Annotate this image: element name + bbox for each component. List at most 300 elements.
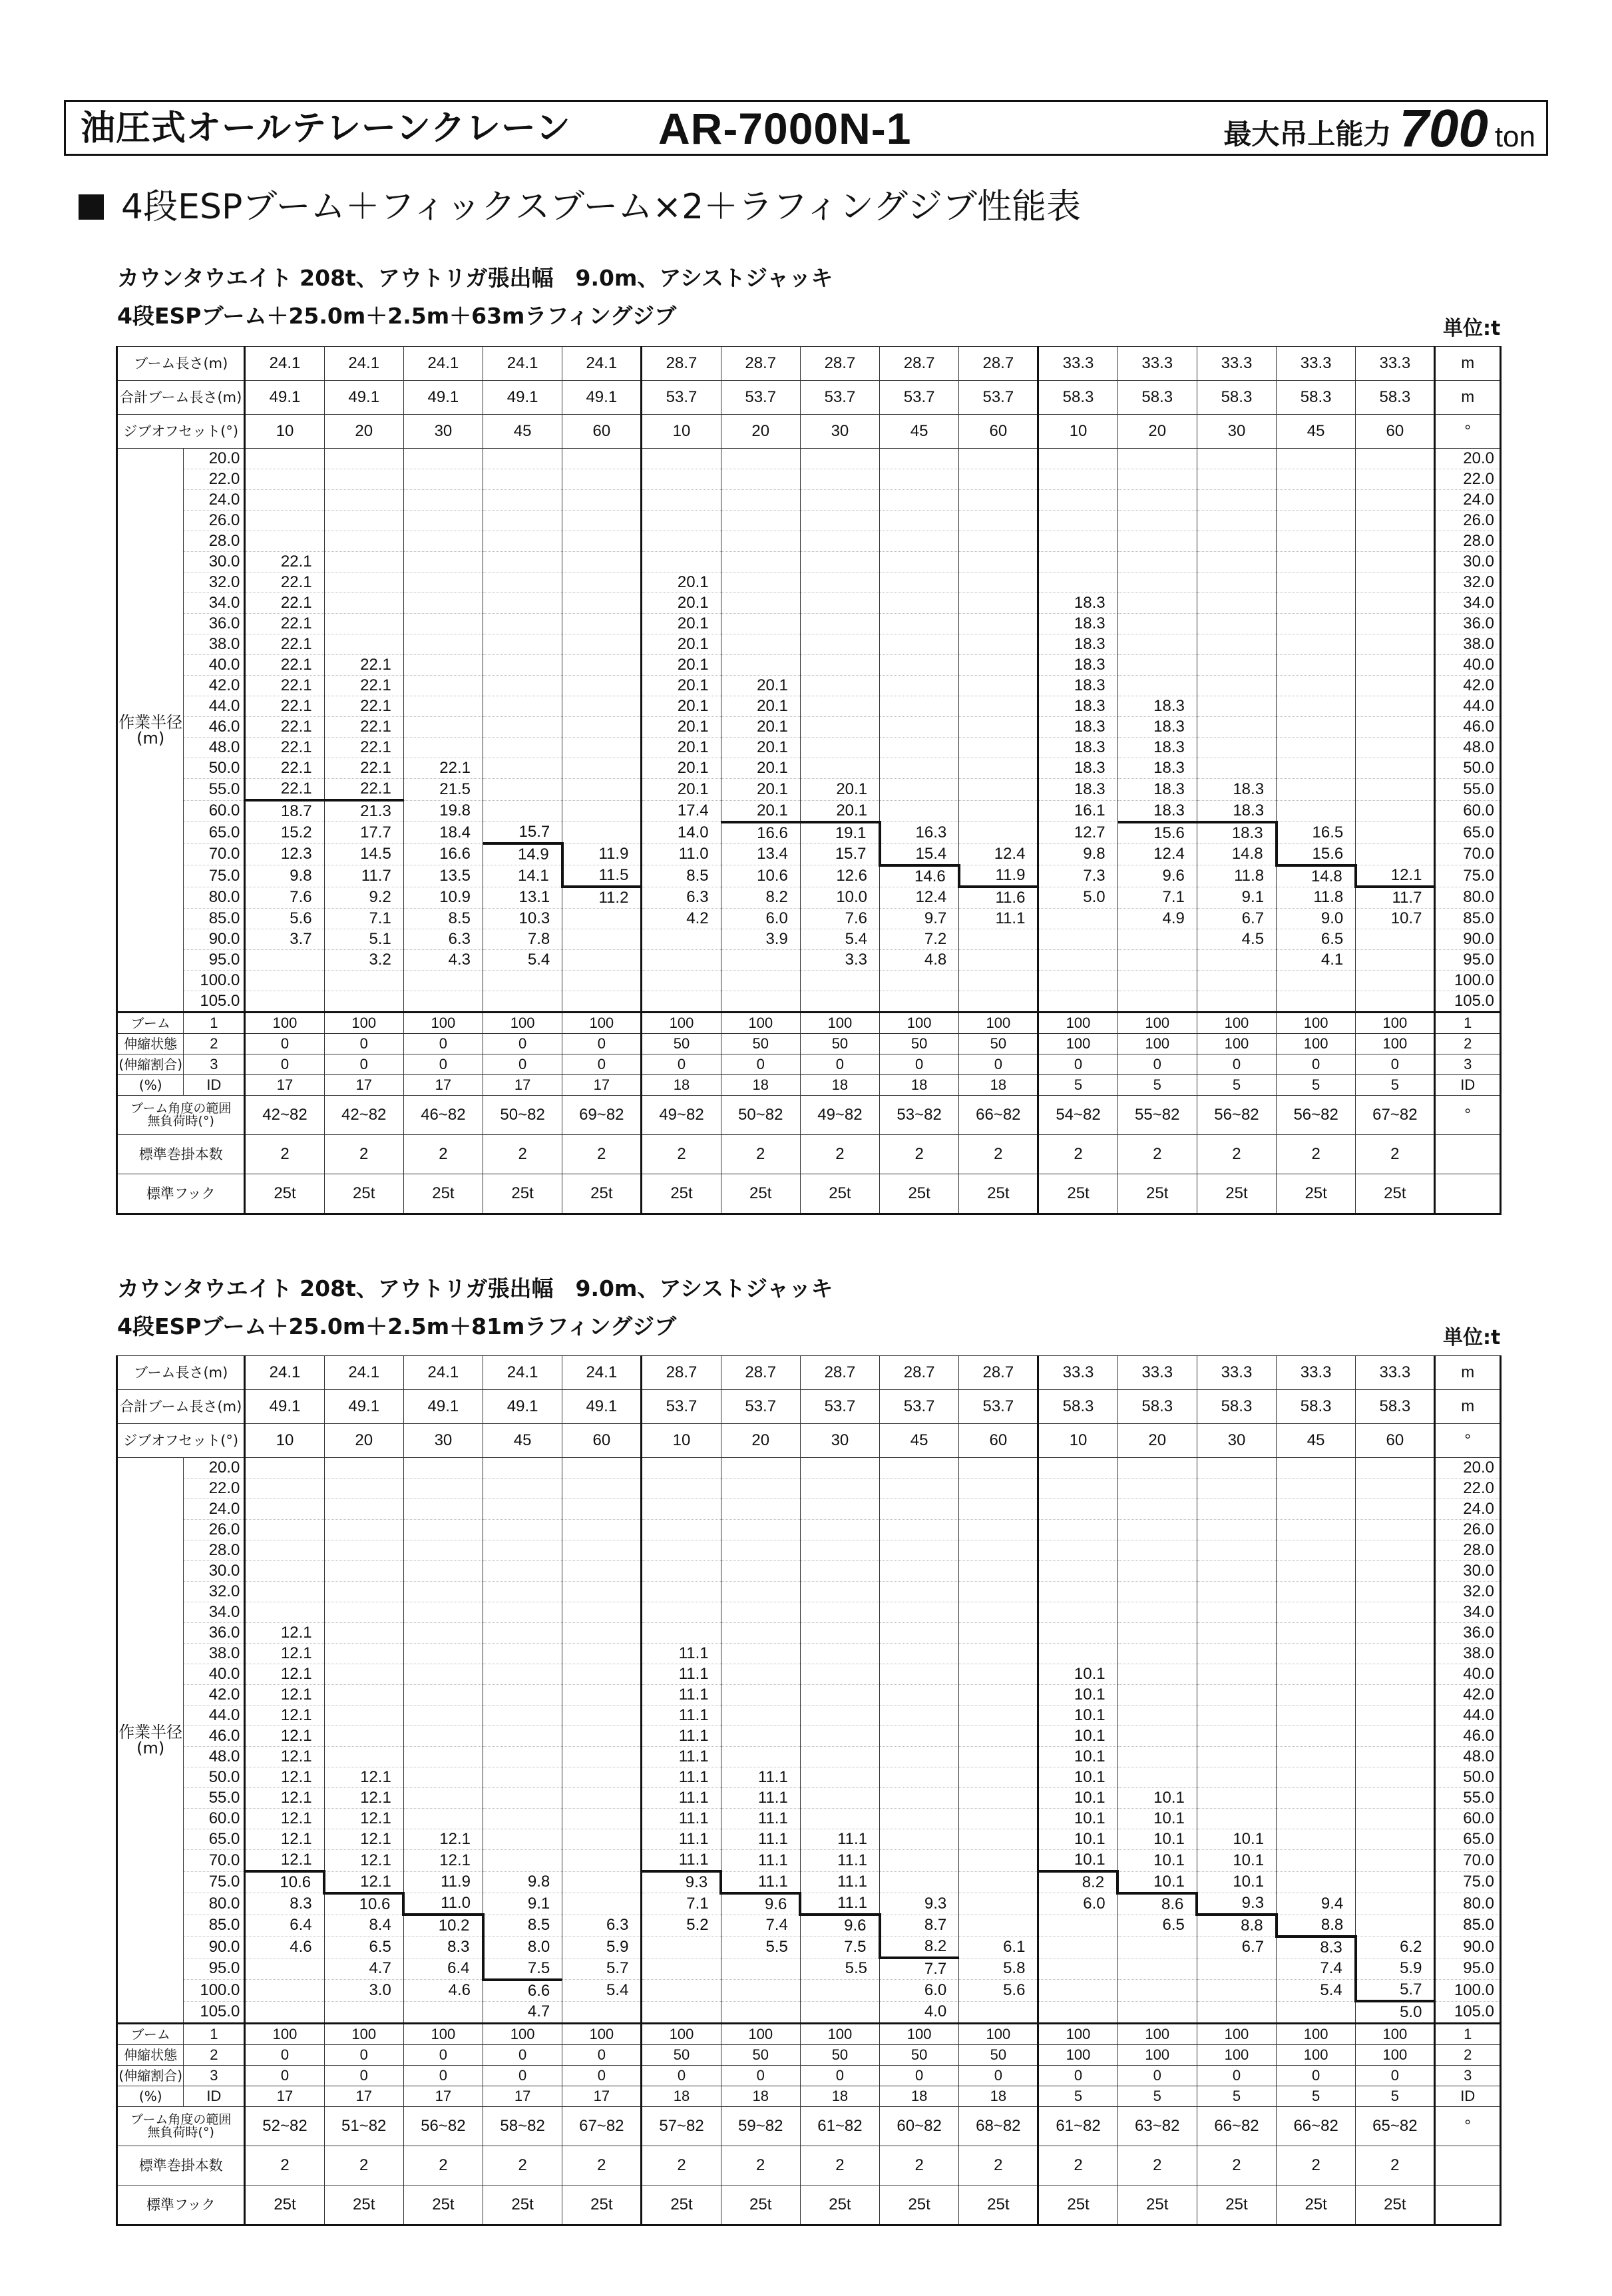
load-cell (1117, 1540, 1197, 1561)
telescope-cell: 100 (800, 1013, 879, 1034)
boom-cell: 24.1 (245, 347, 324, 381)
load-cell (800, 717, 879, 738)
load-cell: 21.5 (403, 779, 483, 801)
reeving-cell: 2 (959, 1135, 1038, 1174)
section-heading (79, 186, 1081, 228)
telescope-cell: 100 (1197, 1013, 1276, 1034)
load-cell (880, 1747, 959, 1767)
load-cell (1197, 552, 1276, 573)
load-cell: 9.3 (642, 1871, 721, 1893)
total-cell: 53.7 (959, 1390, 1038, 1424)
header-row-offset (117, 1424, 1501, 1458)
telescope-cell: 50 (959, 2045, 1038, 2066)
load-cell (1356, 490, 1435, 511)
total-cell: 49.1 (245, 381, 324, 415)
load-cell (1356, 1499, 1435, 1520)
load-cell (324, 449, 403, 469)
load-cell (1117, 1958, 1197, 1980)
offset-unit: ° (1435, 1424, 1501, 1458)
load-cell (800, 1809, 879, 1829)
load-cell (483, 717, 562, 738)
radius-row (117, 1915, 1501, 1937)
header-row-boom (117, 347, 1501, 381)
load-cell (1277, 469, 1356, 490)
boom-label: ブーム長さ(m) (117, 1356, 245, 1390)
load-cell: 10.3 (483, 909, 562, 929)
load-cell (562, 1829, 642, 1850)
radius-row (117, 991, 1501, 1013)
load-cell: 18.3 (1197, 779, 1276, 801)
telescope-cell: 5 (1356, 1075, 1435, 1096)
load-cell (483, 676, 562, 696)
total-cell: 53.7 (800, 1390, 879, 1424)
load-cell (1277, 1829, 1356, 1850)
boom-cell: 28.7 (721, 347, 800, 381)
radius-value: 28.0 (184, 531, 245, 552)
load-cell (562, 950, 642, 971)
load-cell (959, 1726, 1038, 1747)
load-cell: 22.1 (324, 696, 403, 717)
load-cell (1356, 717, 1435, 738)
offset-cell: 30 (800, 1424, 879, 1458)
load-cell: 11.0 (642, 843, 721, 865)
boom-cell: 28.7 (721, 1356, 800, 1390)
load-cell: 20.1 (642, 573, 721, 593)
radius-value: 38.0 (184, 634, 245, 655)
load-cell: 11.1 (642, 1664, 721, 1685)
load-cell (562, 1623, 642, 1644)
load-cell: 10.1 (1038, 1726, 1117, 1747)
load-cell (562, 1706, 642, 1726)
load-cell: 22.1 (324, 676, 403, 696)
radius-value-right: 32.0 (1435, 1582, 1501, 1602)
load-cell: 20.1 (721, 676, 800, 696)
load-cell: 11.1 (642, 1788, 721, 1809)
load-cell (1117, 1747, 1197, 1767)
telescope-cell: 18 (880, 2086, 959, 2107)
load-cell: 14.8 (1277, 865, 1356, 887)
reeving-cell: 2 (403, 1135, 483, 1174)
load-cell (245, 449, 324, 469)
load-cell (403, 614, 483, 634)
offset-cell: 30 (1197, 415, 1276, 449)
radius-row (117, 1479, 1501, 1499)
load-cell (483, 552, 562, 573)
hook-cell: 25t (324, 2185, 403, 2225)
load-cell (483, 1582, 562, 1602)
load-cell (403, 1809, 483, 1829)
load-cell (245, 1958, 324, 1980)
telescope-cell: 17 (245, 1075, 324, 1096)
load-cell: 20.1 (642, 655, 721, 676)
load-cell (1277, 1499, 1356, 1520)
load-cell (403, 449, 483, 469)
load-cell (562, 1767, 642, 1788)
angle-cell: 59~82 (721, 2107, 800, 2146)
boom-cell: 33.3 (1277, 347, 1356, 381)
load-cell (880, 573, 959, 593)
radius-row (117, 1561, 1501, 1582)
load-cell (1277, 758, 1356, 779)
boom-cell: 33.3 (1356, 1356, 1435, 1390)
load-cell: 8.8 (1197, 1915, 1276, 1937)
load-cell: 12.4 (1117, 843, 1197, 865)
load-cell (483, 449, 562, 469)
load-cell: 6.6 (483, 1980, 562, 2002)
load-cell: 20.1 (642, 614, 721, 634)
reeving-cell: 2 (562, 1135, 642, 1174)
load-cell (880, 490, 959, 511)
boom-cell: 28.7 (959, 347, 1038, 381)
load-cell (721, 1499, 800, 1520)
radius-value-right: 34.0 (1435, 593, 1501, 614)
load-cell (1277, 991, 1356, 1013)
load-cell (959, 469, 1038, 490)
load-cell: 5.7 (1356, 1980, 1435, 2002)
load-cell (642, 929, 721, 950)
load-cell (800, 593, 879, 614)
load-cell (483, 696, 562, 717)
load-cell (959, 1582, 1038, 1602)
radius-value-right: 105.0 (1435, 2001, 1501, 2024)
load-cell (721, 1706, 800, 1726)
load-cell (1277, 634, 1356, 655)
load-cell (562, 1582, 642, 1602)
load-cell (403, 531, 483, 552)
hook-cell: 25t (880, 2185, 959, 2225)
angle-cell: 51~82 (324, 2107, 403, 2146)
telescope-cell: 0 (1277, 1054, 1356, 1075)
load-cell (959, 593, 1038, 614)
reeving-cell: 2 (880, 2146, 959, 2185)
load-cell (721, 573, 800, 593)
offset-cell: 45 (1277, 1424, 1356, 1458)
radius-value-right: 65.0 (1435, 1829, 1501, 1850)
load-cell: 11.1 (642, 1726, 721, 1747)
header-row-total (117, 381, 1501, 415)
load-cell (1197, 1980, 1276, 2002)
telescope-cell: 50 (800, 1034, 879, 1054)
load-cell (1038, 1623, 1117, 1644)
load-cell (959, 822, 1038, 844)
load-cell (1197, 1767, 1276, 1788)
reeving-cell: 2 (562, 2146, 642, 2185)
load-cell (721, 1747, 800, 1767)
load-cell (1356, 971, 1435, 991)
telescope-label: 伸縮状態 (117, 1034, 184, 1054)
total-cell: 53.7 (800, 381, 879, 415)
load-cell (1277, 531, 1356, 552)
load-cell (959, 1871, 1038, 1893)
load-cell (1117, 1664, 1197, 1685)
telescope-cell: 100 (1117, 1034, 1197, 1054)
load-cell (959, 1788, 1038, 1809)
load-cell: 8.5 (642, 865, 721, 887)
radius-value-right: 36.0 (1435, 1623, 1501, 1644)
load-cell (1356, 696, 1435, 717)
load-cell: 11.1 (642, 1644, 721, 1664)
load-cell: 6.7 (1197, 1937, 1276, 1958)
load-cell (562, 779, 642, 801)
telescope-cell: 50 (721, 2045, 800, 2066)
load-cell (483, 1726, 562, 1747)
load-cell: 5.1 (324, 929, 403, 950)
load-cell: 18.3 (1038, 717, 1117, 738)
load-cell (721, 531, 800, 552)
load-cell: 9.3 (880, 1893, 959, 1915)
load-cell (1277, 779, 1356, 801)
load-cell (245, 2001, 324, 2024)
radius-value-right: 28.0 (1435, 531, 1501, 552)
load-cell (880, 511, 959, 531)
boom-cell: 28.7 (642, 347, 721, 381)
angle-label-2: 無負荷時(°) (147, 1114, 214, 1128)
radius-axis-label (117, 449, 184, 1013)
telescope-cell: 100 (1117, 1013, 1197, 1034)
total-unit: m (1435, 381, 1501, 415)
reeving-cell: 2 (403, 2146, 483, 2185)
load-cell (800, 1685, 879, 1706)
load-cell (1038, 971, 1117, 991)
angle-cell: 58~82 (483, 2107, 562, 2146)
telescope-cell: 5 (1197, 2086, 1276, 2107)
load-cell: 7.5 (483, 1958, 562, 1980)
telescope-cell: 17 (403, 1075, 483, 1096)
load-cell (721, 511, 800, 531)
load-cell: 20.1 (721, 758, 800, 779)
load-cell (800, 1788, 879, 1809)
load-cell: 16.5 (1277, 822, 1356, 844)
load-cell (800, 469, 879, 490)
telescope-cell: 17 (562, 2086, 642, 2107)
load-cell: 7.5 (800, 1937, 879, 1958)
load-cell (1117, 1706, 1197, 1726)
hook-cell: 25t (1117, 1174, 1197, 1214)
load-cell (562, 800, 642, 822)
radius-value: 20.0 (184, 1458, 245, 1479)
load-cell (1038, 552, 1117, 573)
offset-unit: ° (1435, 415, 1501, 449)
load-cell: 5.6 (959, 1980, 1038, 2002)
telescope-section: 1 (184, 2024, 245, 2045)
hook-cell: 25t (245, 1174, 324, 1214)
load-cell (324, 1623, 403, 1644)
radius-value: 24.0 (184, 490, 245, 511)
load-cell (642, 1561, 721, 1582)
load-cell: 11.5 (562, 865, 642, 887)
radius-value-right: 30.0 (1435, 552, 1501, 573)
load-cell (562, 1520, 642, 1540)
load-cell (562, 469, 642, 490)
load-cell: 3.7 (245, 929, 324, 950)
load-cell (245, 490, 324, 511)
load-cell (1197, 1706, 1276, 1726)
load-cell (483, 1623, 562, 1644)
telescope-cell: 100 (1197, 2045, 1276, 2066)
telescope-cell: 0 (642, 1054, 721, 1075)
load-cell: 18.3 (1197, 800, 1276, 822)
load-cell (721, 1685, 800, 1706)
load-cell (1117, 1479, 1197, 1499)
load-cell (1356, 1767, 1435, 1788)
load-cell: 12.1 (245, 1726, 324, 1747)
load-cell (1038, 1540, 1117, 1561)
load-cell (1038, 531, 1117, 552)
angle-cell: 55~82 (1117, 1096, 1197, 1135)
load-cell (1197, 634, 1276, 655)
load-cell: 22.1 (324, 758, 403, 779)
load-cell (562, 449, 642, 469)
load-cell: 16.6 (721, 822, 800, 844)
load-cell (403, 469, 483, 490)
load-cell (1117, 676, 1197, 696)
load-cell: 4.5 (1197, 929, 1276, 950)
radius-value-right: 44.0 (1435, 696, 1501, 717)
load-cell: 18.3 (1038, 676, 1117, 696)
load-cell: 12.1 (245, 1829, 324, 1850)
load-cell (483, 469, 562, 490)
load-cell: 18.3 (1038, 614, 1117, 634)
reeving-cell: 2 (1117, 1135, 1197, 1174)
load-cell (1356, 822, 1435, 844)
load-cell: 6.0 (1038, 1893, 1117, 1915)
load-cell (562, 490, 642, 511)
load-cell: 18.7 (245, 800, 324, 822)
offset-cell: 60 (562, 415, 642, 449)
boom-cell: 33.3 (1197, 347, 1276, 381)
load-cell (562, 696, 642, 717)
radius-unit-label: (m) (136, 1739, 165, 1757)
load-cell: 20.1 (642, 779, 721, 801)
load-cell (403, 1458, 483, 1479)
radius-row (117, 1937, 1501, 1958)
angle-label-1: ブーム角度の範囲 (130, 1101, 232, 1116)
load-cell: 12.4 (959, 843, 1038, 865)
load-cell: 5.5 (800, 1958, 879, 1980)
radius-value-right: 80.0 (1435, 1893, 1501, 1915)
load-cell: 11.1 (642, 1767, 721, 1788)
load-cell (959, 971, 1038, 991)
load-cell: 8.3 (1277, 1937, 1356, 1958)
load-cell: 5.4 (800, 929, 879, 950)
load-cell (483, 1664, 562, 1685)
telescope-cell: 0 (483, 1034, 562, 1054)
reeving-row (117, 1135, 1501, 1174)
load-cell: 14.0 (642, 822, 721, 844)
load-cell: 11.1 (721, 1788, 800, 1809)
telescope-cell: 100 (959, 2024, 1038, 2045)
radius-row (117, 929, 1501, 950)
load-cell (880, 531, 959, 552)
telescope-cell: 100 (800, 2024, 879, 2045)
load-cell: 15.6 (1117, 822, 1197, 844)
load-cell (245, 1499, 324, 1520)
load-cell: 12.1 (324, 1809, 403, 1829)
load-cell: 3.0 (324, 1980, 403, 2002)
load-cell (721, 490, 800, 511)
boom-cell: 28.7 (800, 1356, 879, 1390)
load-cell (1117, 1623, 1197, 1644)
load-cell: 20.1 (642, 634, 721, 655)
telescope-cell: 0 (1197, 1054, 1276, 1075)
load-cell: 11.7 (1356, 887, 1435, 909)
load-cell (959, 779, 1038, 801)
radius-value: 60.0 (184, 800, 245, 822)
telescope-label: ブーム (117, 1013, 184, 1034)
load-cell (880, 634, 959, 655)
load-cell: 10.1 (1117, 1850, 1197, 1872)
load-cell (642, 1479, 721, 1499)
load-cell (562, 929, 642, 950)
total-cell: 49.1 (403, 1390, 483, 1424)
radius-value-right: 55.0 (1435, 1788, 1501, 1809)
load-cell (324, 490, 403, 511)
offset-cell: 60 (562, 1424, 642, 1458)
angle-cell: 49~82 (642, 1096, 721, 1135)
offset-cell: 10 (642, 415, 721, 449)
load-cell (1117, 2001, 1197, 2024)
load-cell (1277, 1664, 1356, 1685)
load-cell (1277, 552, 1356, 573)
load-cell: 12.4 (880, 887, 959, 909)
radius-row (117, 758, 1501, 779)
load-cell (483, 1767, 562, 1788)
load-cell: 7.7 (880, 1958, 959, 1980)
load-cell (1356, 676, 1435, 696)
telescope-cell: 0 (562, 2066, 642, 2086)
radius-row (117, 614, 1501, 634)
telescope-cell: 100 (1356, 2045, 1435, 2066)
load-cell: 11.9 (562, 843, 642, 865)
load-cell (880, 1623, 959, 1644)
load-cell (1038, 1980, 1117, 2002)
load-cell (245, 1540, 324, 1561)
boom-cell: 28.7 (959, 1356, 1038, 1390)
radius-value: 70.0 (184, 843, 245, 865)
hook-cell: 25t (324, 1174, 403, 1214)
radius-value-right: 48.0 (1435, 738, 1501, 758)
load-cell: 13.5 (403, 865, 483, 887)
load-cell (1277, 1767, 1356, 1788)
load-cell (1197, 2001, 1276, 2024)
angle-label-2: 無負荷時(°) (147, 2125, 214, 2140)
load-cell (562, 909, 642, 929)
load-cell: 7.3 (1038, 865, 1117, 887)
load-cell (959, 1540, 1038, 1561)
load-cell (1197, 738, 1276, 758)
load-cell: 6.1 (959, 1937, 1038, 1958)
load-cell: 7.4 (721, 1915, 800, 1937)
telescope-cell: 18 (959, 1075, 1038, 1096)
load-cell: 11.1 (642, 1829, 721, 1850)
load-cell (483, 991, 562, 1013)
radius-row (117, 511, 1501, 531)
load-cell (562, 1664, 642, 1685)
load-cell (1038, 511, 1117, 531)
load-cell (403, 593, 483, 614)
radius-row (117, 1520, 1501, 1540)
hook-cell: 25t (959, 2185, 1038, 2225)
telescope-cell: 50 (880, 2045, 959, 2066)
load-cell (324, 1520, 403, 1540)
square-bullet-icon (79, 194, 104, 220)
telescope-section: 3 (184, 2066, 245, 2086)
load-cell (1277, 1809, 1356, 1829)
load-cell (800, 1520, 879, 1540)
reeving-cell: 2 (324, 1135, 403, 1174)
load-cell: 4.7 (483, 2001, 562, 2024)
load-cell (721, 2001, 800, 2024)
